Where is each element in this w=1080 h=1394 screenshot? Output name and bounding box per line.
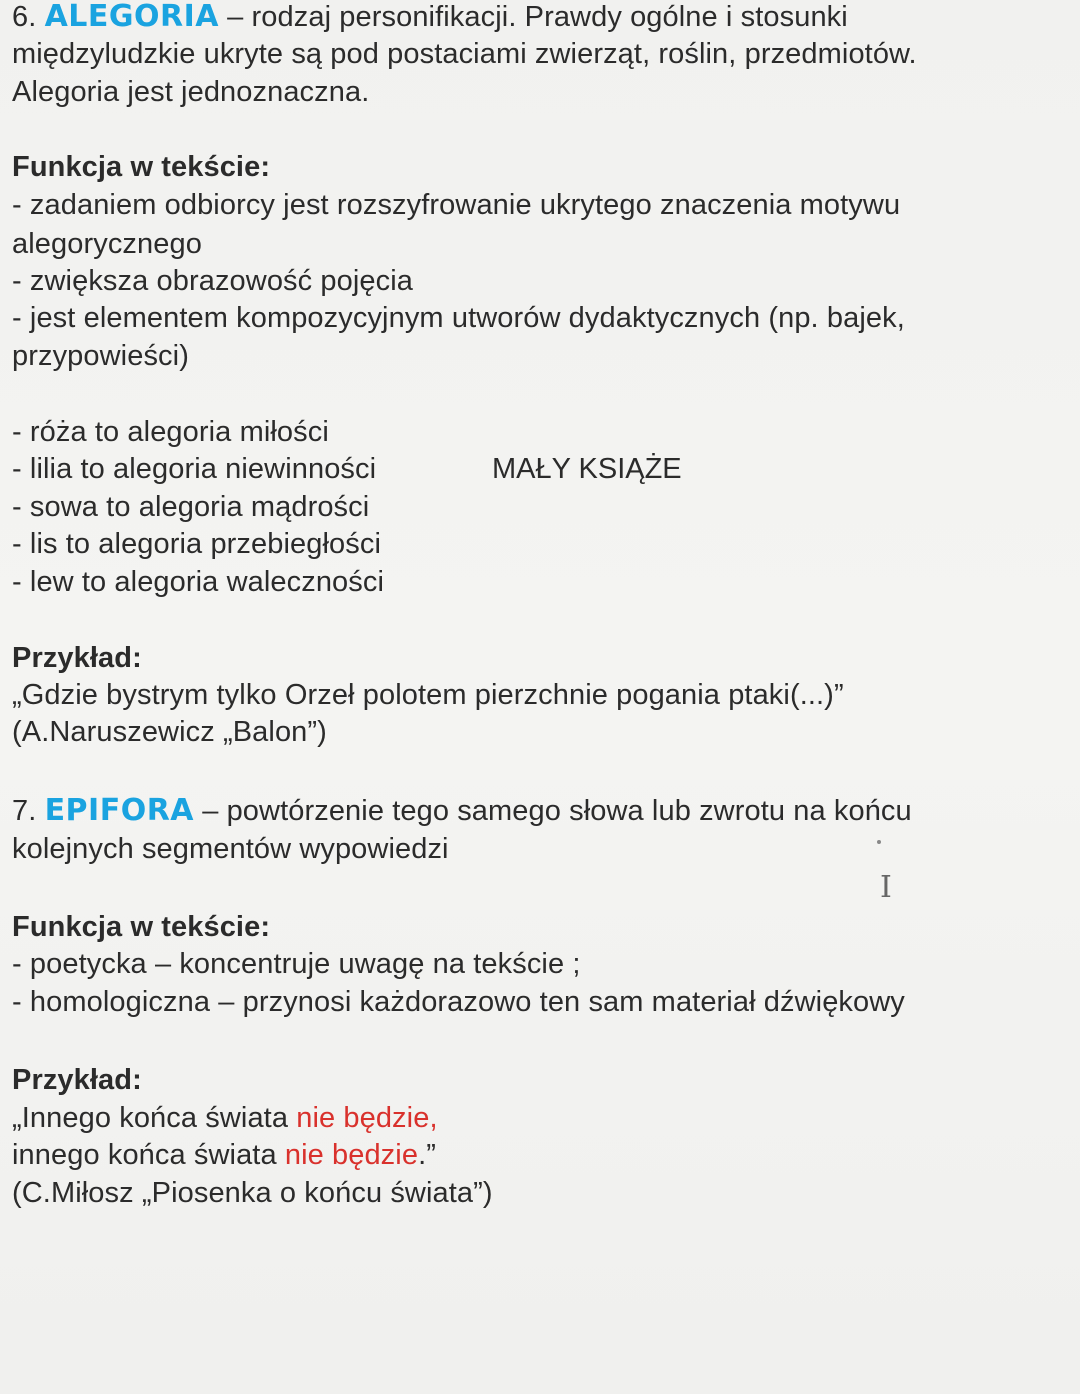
allegory-list-item: - lis to alegoria przebiegłości — [12, 528, 381, 560]
section-6-definition-line-2: międzyludzkie ukryte są pod postaciami zwierząt, roślin, przedmiotów. — [12, 38, 917, 70]
section-6-number: 6. — [12, 1, 37, 33]
section-6-function-line-5: przypowieści) — [12, 340, 189, 372]
section-6-example-source: (A.Naruszewicz „Balon”) — [12, 716, 327, 748]
section-7-function-line-1: - poetycka – koncentruje uwagę na tekście ; — [12, 948, 581, 980]
section-7-definition-start: – powtórzenie tego samego słowa lub zwrotu na końcu — [194, 795, 912, 827]
section-7-definition-line-1 — [12, 792, 912, 830]
allegory-list-item: - sowa to alegoria mądrości — [12, 491, 370, 523]
section-6-example-heading: Przykład: — [12, 642, 142, 674]
section-7-number: 7. — [12, 795, 37, 827]
allegory-list-item: - lew to alegoria waleczności — [12, 566, 385, 598]
section-6-function-line-3: - zwiększa obrazowość pojęcia — [12, 265, 414, 297]
section-6-function-line-4: - jest elementem kompozycyjnym utworów dydaktycznych (np. bajek, — [12, 302, 905, 334]
section-7-example-heading: Przykład: — [12, 1064, 142, 1096]
section-7-function-heading: Funkcja w tekście: — [12, 911, 271, 943]
speck — [877, 840, 881, 844]
example-punctuation: .” — [418, 1139, 436, 1171]
text-cursor-icon: I — [880, 870, 892, 905]
allegory-list-item: - róża to alegoria miłości — [12, 416, 329, 448]
section-6-function-line-2: alegorycznego — [12, 228, 202, 260]
section-7-term: EPIFORA — [44, 793, 195, 828]
section-6-definition-line-1 — [12, 0, 848, 36]
example-highlight: nie będzie — [296, 1102, 430, 1134]
section-7-example-source: (C.Miłosz „Piosenka o końcu świata”) — [12, 1177, 493, 1209]
example-text: „Innego końca świata — [12, 1102, 297, 1134]
section-6-definition-line-3: Alegoria jest jednoznaczna. — [12, 76, 370, 108]
example-punctuation: , — [429, 1102, 438, 1134]
section-6-term: ALEGORIA — [44, 0, 219, 34]
section-6-function-line-1: - zadaniem odbiorcy jest rozszyfrowanie ukrytego znaczenia motywu — [12, 189, 901, 221]
section-6-function-heading: Funkcja w tekście: — [12, 151, 271, 183]
example-text: innego końca świata — [12, 1139, 285, 1171]
section-6-definition-start: – rodzaj personifikacji. Prawdy ogólne i stosunki — [219, 1, 848, 33]
section-7-function-line-2: - homologiczna – przynosi każdorazowo ten sam materiał dźwiękowy — [12, 986, 905, 1018]
allegory-list-item: - lilia to alegoria niewinności — [12, 453, 377, 485]
example-highlight: nie będzie — [284, 1139, 419, 1171]
section-7-example-line-2 — [12, 1137, 436, 1174]
section-6-example-quote: „Gdzie bystrym tylko Orzeł polotem pierzchnie pogania ptaki(...)” — [12, 679, 844, 711]
section-7-definition-line-2: kolejnych segmentów wypowiedzi — [12, 833, 449, 865]
section-7-example-line-1 — [12, 1100, 438, 1137]
side-note: MAŁY KSIĄŻE — [492, 453, 682, 485]
